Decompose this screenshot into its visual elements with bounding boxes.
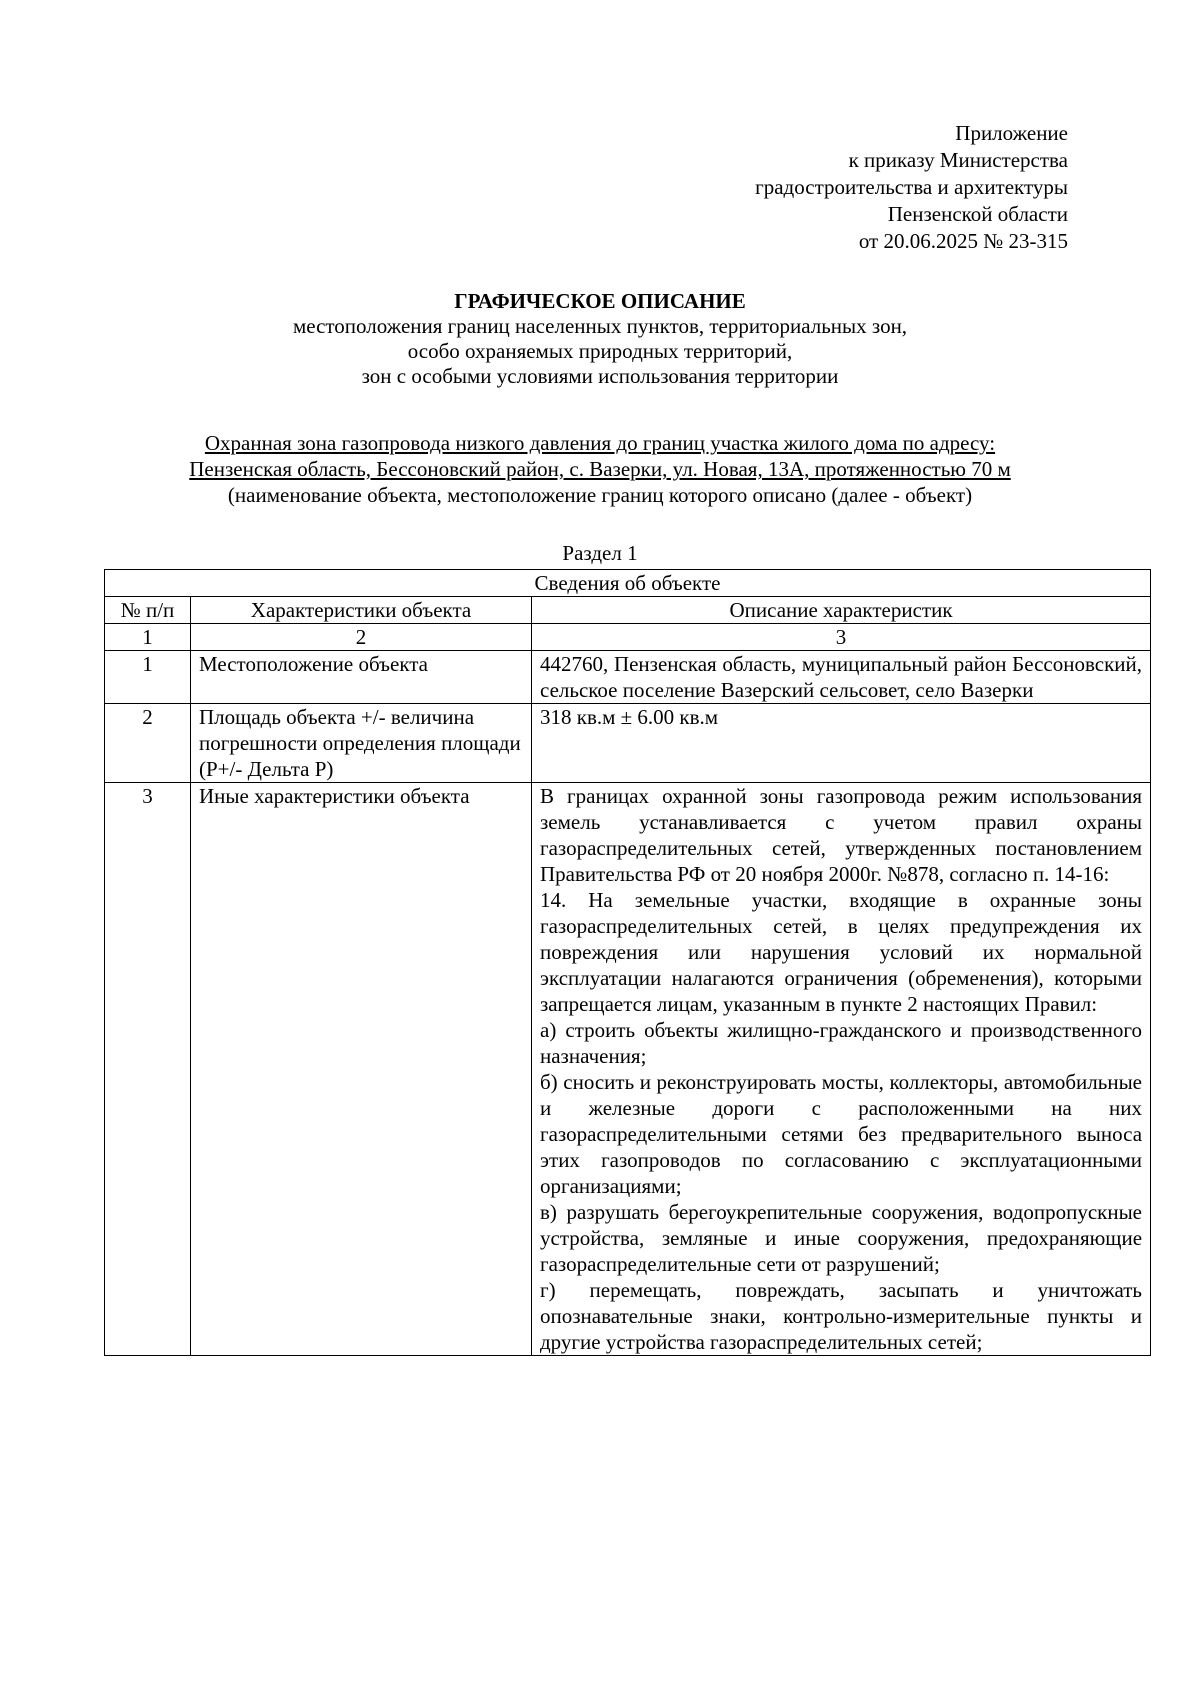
description-paragraph: 442760, Пензенская область, муниципальный район Бессоновский, сельское поселение Вазерский сельсовет, село Вазерки xyxy=(540,652,1143,702)
table-title-row xyxy=(105,570,1151,597)
row-description xyxy=(532,651,1151,704)
table-row xyxy=(105,783,1151,1356)
header-number: № п/п xyxy=(105,597,191,624)
column-number: 1 xyxy=(105,624,191,651)
row-characteristic: Иные характеристики объекта xyxy=(191,783,532,1356)
object-name-line: Пензенская область, Бессоновский район, с. Вазерки, ул. Новая, 13А, протяженностью 70 м xyxy=(189,457,1011,481)
object-caption: (наименование объекта, местоположение границ которого описано (далее - объект) xyxy=(227,483,973,507)
row-characteristic: Площадь объекта +/- величина погрешности определения площади (Р+/- Дельта Р) xyxy=(191,704,532,783)
description-paragraph: б) сносить и реконструировать мосты, коллекторы, автомобильные и железные дороги с расположенными на них газораспределительными сетями без предварительного выноса этих газопроводов по согласованию с эксплуатационными организациями; xyxy=(540,1070,1143,1198)
appendix-line: Приложение xyxy=(955,121,1068,145)
description-paragraph: г) перемещать, повреждать, засыпать и уничтожать опознавательные знаки, контрольно-измерительные пункты и другие устройства газораспределительных сетей; xyxy=(540,1278,1143,1354)
appendix-line: Пензенской области xyxy=(887,202,1068,226)
title-block xyxy=(100,289,1100,389)
object-info-table xyxy=(104,569,1151,1356)
description-paragraph: 318 кв.м ± 6.00 кв.м xyxy=(540,705,719,729)
description-paragraph: 14. На земельные участки, входящие в охранные зоны газораспределительных сетей, в целях предупреждения их повреждения или нарушения условий их нормальной эксплуатации налагаются ограничения (обременения), которыми запрещается лицам, указанным в пункте 2 настоящих Правил: xyxy=(540,888,1143,1016)
row-description xyxy=(532,783,1151,1356)
subtitle-line: местоположения границ населенных пунктов, территориальных зон, xyxy=(292,314,908,338)
row-description xyxy=(532,704,1151,783)
table-row xyxy=(105,651,1151,704)
column-number: 3 xyxy=(532,624,1151,651)
column-number: 2 xyxy=(191,624,532,651)
row-characteristic: Местоположение объекта xyxy=(191,651,532,704)
appendix-line: градостроительства и архитектуры xyxy=(755,175,1068,199)
table-header-row xyxy=(105,597,1151,624)
row-number: 1 xyxy=(105,651,191,704)
description-paragraph: В границах охранной зоны газопровода режим использования земель устанавливается с учетом правил охраны газораспределительных сетей, утвержденных постановлением Правительства РФ от 20 ноября 2000г. №878, согласно п. 14-16: xyxy=(540,784,1143,886)
header-description: Описание характеристик xyxy=(532,597,1151,624)
object-name-block xyxy=(100,430,1100,508)
description-paragraph: а) строить объекты жилищно-гражданского и производственного назначения; xyxy=(540,1018,1143,1068)
row-number: 2 xyxy=(105,704,191,783)
row-number: 3 xyxy=(105,783,191,1356)
header-characteristics: Характеристики объекта xyxy=(191,597,532,624)
appendix-line: от 20.06.2025 № 23-315 xyxy=(858,229,1068,253)
subtitle-line: особо охраняемых природных территорий, xyxy=(407,339,793,363)
table-column-numbers-row xyxy=(105,624,1151,651)
description-paragraph: в) разрушать берегоукрепительные сооружения, водопропускные устройства, земляные и иные сооружения, предохраняющие газораспределительные сети от разрушений; xyxy=(540,1200,1143,1276)
document-title: ГРАФИЧЕСКОЕ ОПИСАНИЕ xyxy=(454,289,746,313)
section-label: Раздел 1 xyxy=(562,541,638,565)
subtitle-line: зон с особыми условиями использования территории xyxy=(361,364,839,388)
table-row xyxy=(105,704,1151,783)
appendix-block xyxy=(755,120,1068,255)
table-title: Сведения об объекте xyxy=(105,570,1151,597)
object-name-line: Охранная зона газопровода низкого давления до границ участка жилого дома по адресу: xyxy=(204,431,996,455)
appendix-line: к приказу Министерства xyxy=(848,148,1068,172)
